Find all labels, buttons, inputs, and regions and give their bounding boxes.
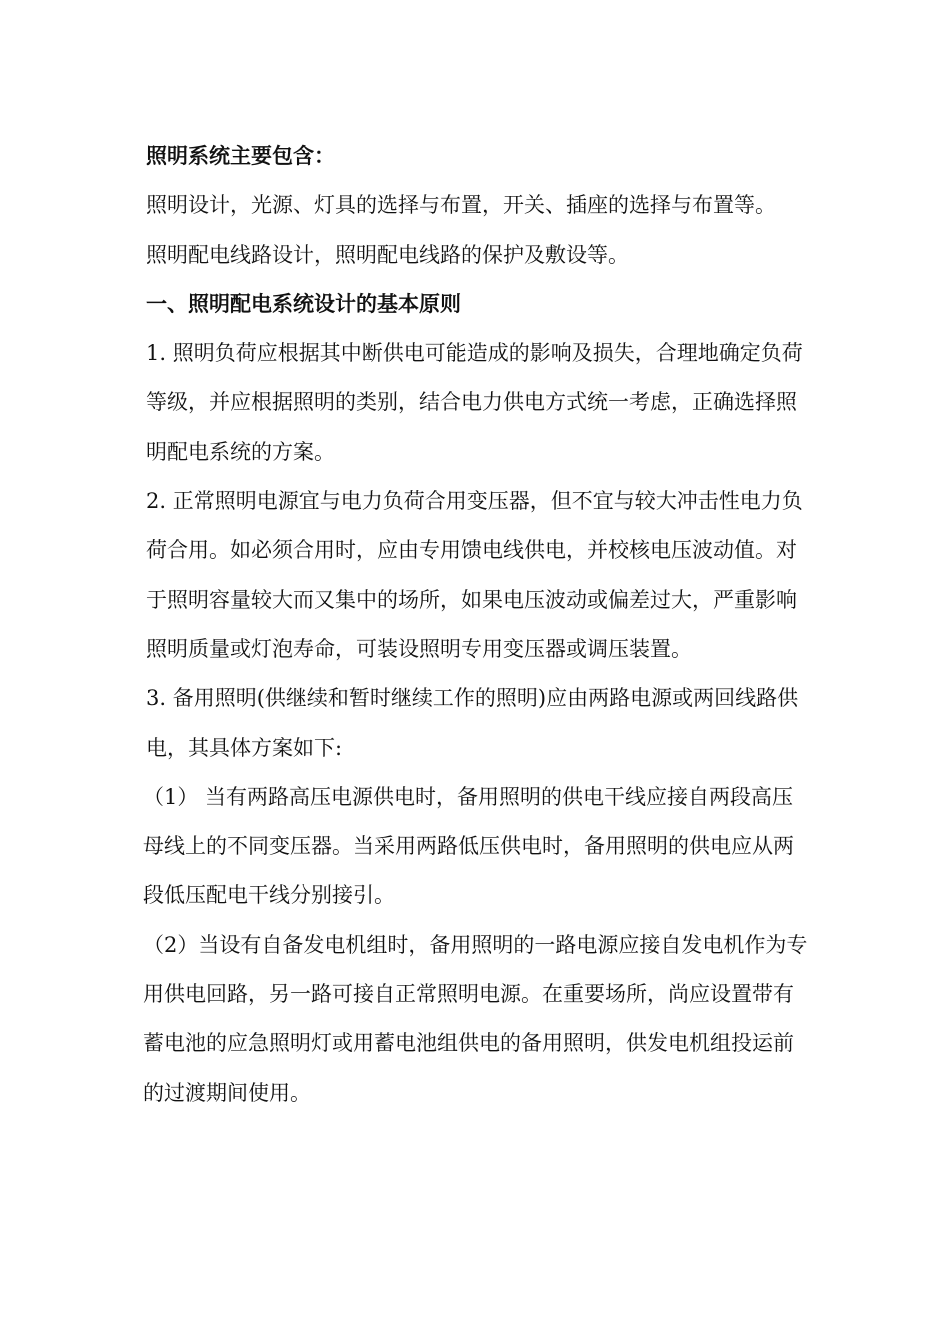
intro-line-2: 照明配电线路设计，照明配电线路的保护及敷设等。 bbox=[146, 242, 629, 267]
paragraph-1: 1. 照明负荷应根据其中断供电可能造成的影响及损失，合理地确定负荷等级，并应根据照明的类别，结合电力供电方式统一考虑，正确选择照明配电系统的方案。 bbox=[146, 341, 803, 464]
paragraph-3-item-2: （2）当设有自备发电机组时，备用照明的一路电源应接自发电机作为专用供电回路，另一路可接自正常照明电源。在重要场所，尚应设置带有蓄电池的应急照明灯或用蓄电池组供电的备用照明，供发电机组投运前的过渡期间使用。 bbox=[143, 932, 808, 1105]
intro-line-1: 照明设计，光源、灯具的选择与布置，开关、插座的选择与布置等。 bbox=[146, 193, 776, 218]
section-heading: 一、照明配电系统设计的基本原则 bbox=[146, 291, 461, 316]
paragraph-3: 3. 备用照明(供继续和暂时继续工作的照明)应由两路电源或两回线路供电，其具体方案如下: bbox=[146, 686, 799, 760]
document-body bbox=[143, 132, 810, 1118]
document-title: 照明系统主要包含： bbox=[146, 144, 335, 168]
paragraph-2: 2. 正常照明电源宜与电力负荷合用变压器，但不宜与较大冲击性电力负荷合用。如必须合用时，应由专用馈电线供电，并校核电压波动值。对于照明容量较大而又集中的场所，如果电压波动或偏差过大，严重影响照明质量或灯泡寿命，可装设照明专用变压器或调压装置。 bbox=[146, 489, 803, 661]
paragraph-3-item-1: （1） 当有两路高压电源供电时，备用照明的供电干线应接自两段高压母线上的不同变压器。当采用两路低压供电时，备用照明的供电应从两段低压配电干线分别接引。 bbox=[143, 784, 794, 908]
